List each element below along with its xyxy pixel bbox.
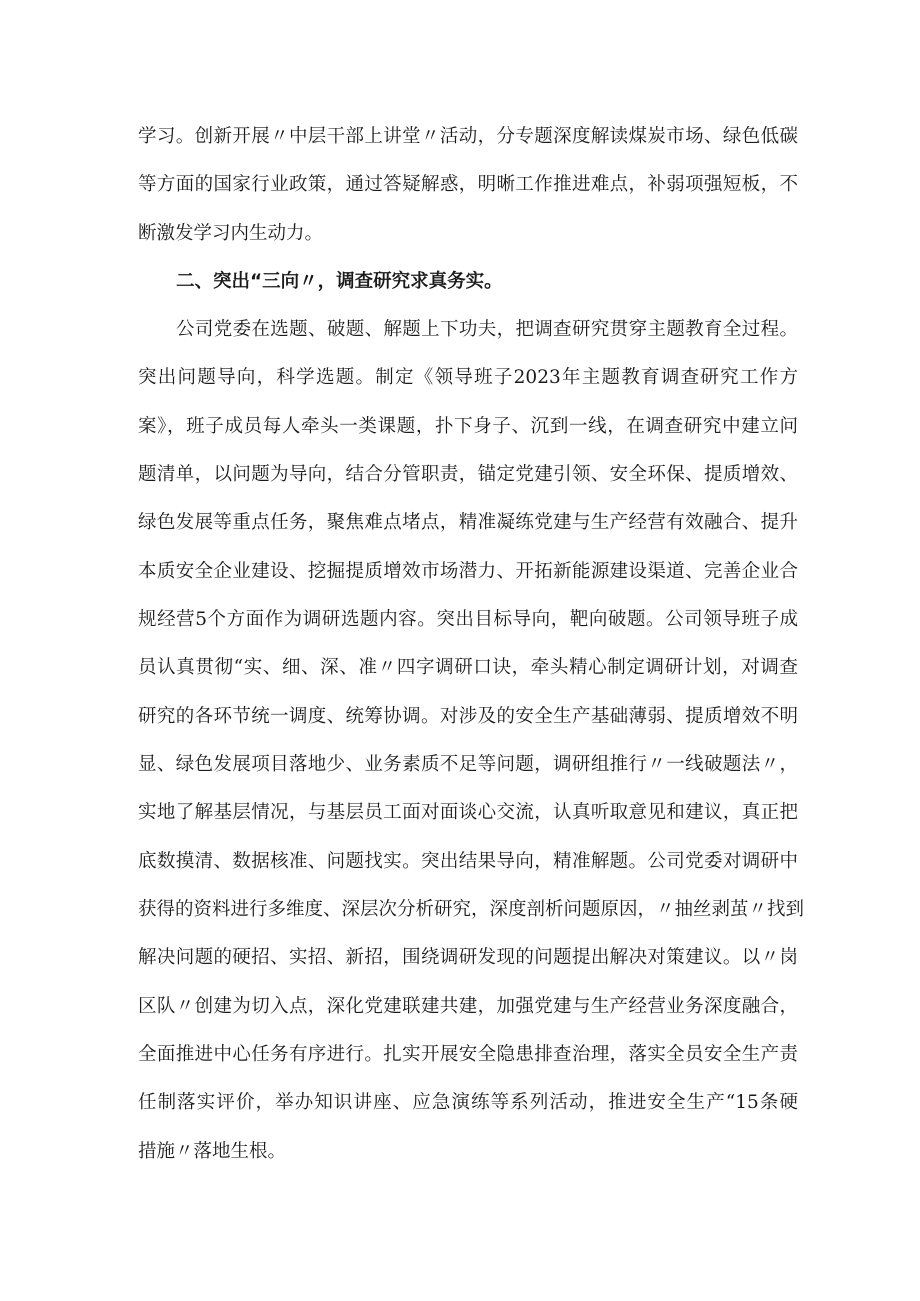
- paragraph-2-line-15: 区队〃创建为切入点，深化党建联建共建，加强党建与生产经营业务深度融合，: [138, 996, 798, 1017]
- paragraph-2-line-4: 题清单，以问题为导向，结合分管职责，锚定党建引领、安全环保、提质增效、: [138, 464, 798, 485]
- paragraph-2-line-11: 实地了解基层情况，与基层员工面对面谈心交流，认真听取意见和建议，真正把: [138, 802, 798, 823]
- paragraph-2-line-6: 本质安全企业建设、挖掘提质增效市场潜力、开拓新能源建设渠道、完善企业合: [138, 561, 798, 582]
- paragraph-2-line-1: 公司党委在选题、破题、解题上下功夫，把调查研究贯穿主题教育全过程。: [176, 319, 798, 340]
- paragraph-1-line-3: 断激发学习内生动力。: [138, 223, 324, 244]
- paragraph-2-line-3: 案》，班子成员每人牵头一类课题，扑下身子、沉到一线，在调查研究中建立问: [138, 416, 798, 437]
- paragraph-2-line-7: 规经营5个方面作为调研选题内容。突出目标导向，靶向破题。公司领导班子成: [138, 609, 798, 630]
- section-heading: 二、突出“三向〃，调查研究求真务实。: [176, 271, 503, 292]
- paragraph-2-line-9: 研究的各环节统一调度、统筹协调。对涉及的安全生产基础薄弱、提质增效不明: [138, 706, 798, 727]
- paragraph-2-line-10: 显、绿色发展项目落地少、业务素质不足等问题，调研组推行〃一线破题法〃，: [138, 754, 798, 775]
- paragraph-2-line-5: 绿色发展等重点任务，聚焦难点堵点，精准凝练党建与生产经营有效融合、提升: [138, 512, 798, 533]
- paragraph-2-line-13: 获得的资料进行多维度、深层次分析研究，深度剖析问题原因，〃抽丝剥茧〃找到: [138, 899, 805, 920]
- paragraph-2-line-17: 任制落实评价，举办知识讲座、应急演练等系列活动，推进安全生产“15条硬: [138, 1092, 798, 1113]
- paragraph-2-line-12: 底数摸清、数据核准、问题找实。突出结果导向，精准解题。公司党委对调研中: [138, 851, 798, 872]
- paragraph-1-line-2: 等方面的国家行业政策，通过答疑解惑，明晰工作推进难点，补弱项强短板，不: [138, 174, 798, 195]
- paragraph-2-line-8: 员认真贯彻“实、细、深、准〃四字调研口诀，牵头精心制定调研计划，对调查: [138, 657, 798, 678]
- paragraph-2-line-18: 措施〃落地生根。: [138, 1141, 287, 1162]
- paragraph-1-line-1: 学习。创新开展〃中层干部上讲堂〃活动，分专题深度解读煤炭市场、绿色低碳: [138, 126, 798, 147]
- paragraph-2-line-14: 解决问题的硬招、实招、新招，围绕调研发现的问题提出解决对策建议。以〃岗: [138, 947, 798, 968]
- paragraph-2-line-16: 全面推进中心任务有序进行。扎实开展安全隐患排查治理，落实全员安全生产责: [138, 1044, 798, 1065]
- paragraph-2-line-2: 突出问题导向，科学选题。制定《领导班子2023年主题教育调查研究工作方: [138, 367, 798, 388]
